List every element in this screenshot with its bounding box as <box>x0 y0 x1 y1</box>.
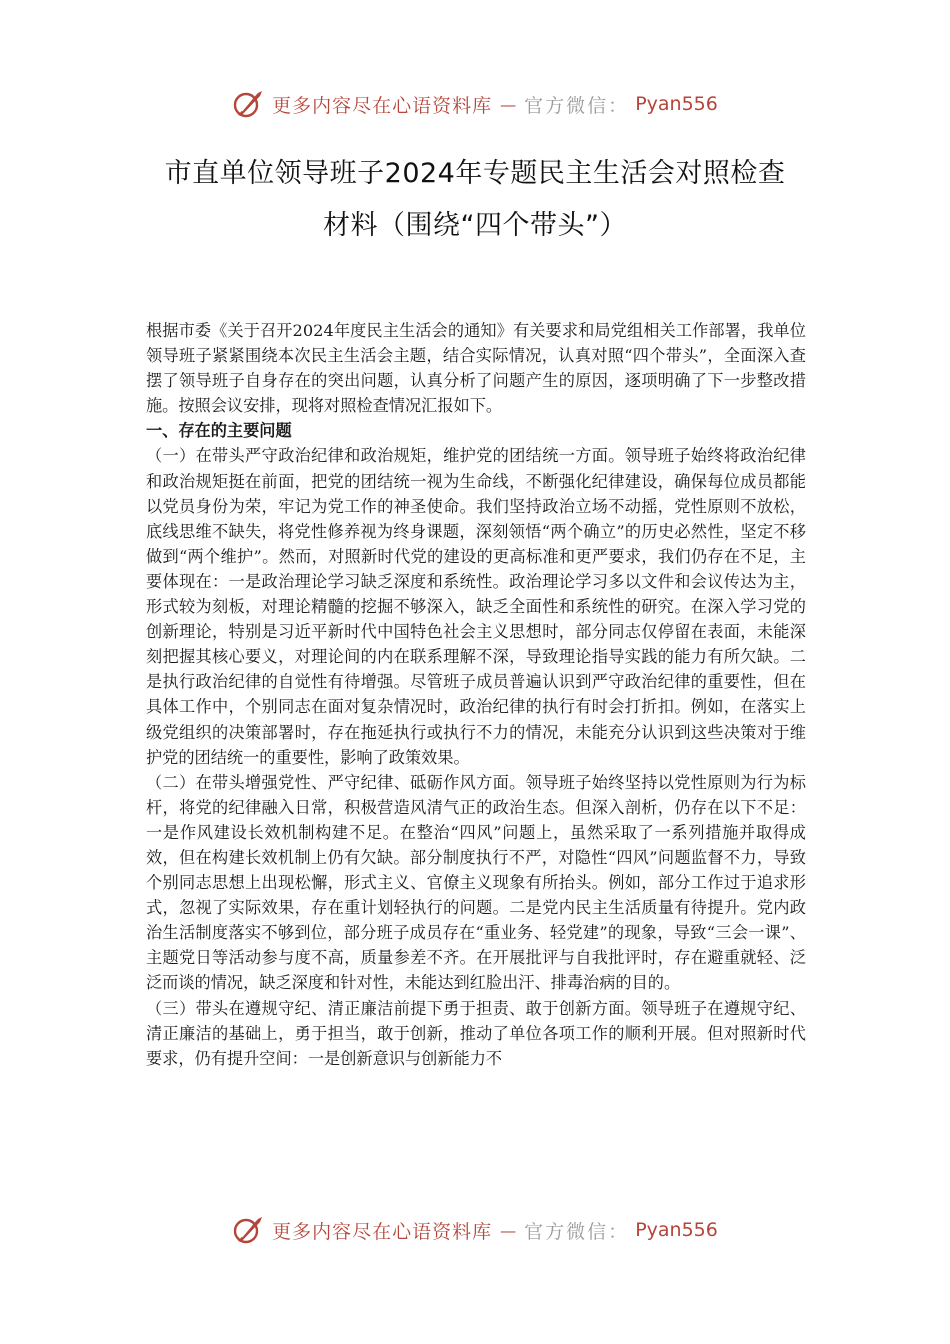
watermark-text: 更多内容尽在心语资料库 <box>272 1220 493 1243</box>
header-watermark <box>0 84 950 124</box>
paragraph-3: （三）带头在遵规守纪、清正廉洁前提下勇于担责、敢于创新方面。领导班子在遵规守纪、清正廉洁的基础上，勇于担当，敢于创新，推动了单位各项工作的顺利开展。但对照新时代要求，仍有提升空间：一是创新意识与创新能力不 <box>146 998 806 1068</box>
watermark-id: Pyan556 <box>635 1219 718 1241</box>
watermark-separator: — <box>500 94 517 114</box>
paragraph-2: （二）在带头增强党性、严守纪律、砥砺作风方面。领导班子始终坚持以党性原则为行为标杆，将党的纪律融入日常，积极营造风清气正的政治生态。但深入剖析，仍存在以下不足：一是作风建设长效机制构建不足。在整治“四风”问题上，虽然采取了一系列措施并取得成效，但在构建长效机制上仍有欠缺。部分制度执行不严，对隐性“四风”问题监督不力，导致个别同志思想上出现松懈，形式主义、官僚主义现象有所抬头。例如，部分工作过于追求形式，忽视了实际效果，存在重计划轻执行的问题。二是党内民主生活质量有待提升。党内政治生活制度落实不够到位，部分班子成员存在“重业务、轻党建”的现象，导致“三会一课”、主题党日等活动参与度不高，质量参差不齐。在开展批评与自我批评时，存在避重就轻、泛泛而谈的情况，缺乏深度和针对性，未能达到红脸出汗、排毒治病的目的。 <box>146 772 806 993</box>
quill-logo-icon <box>232 1213 266 1247</box>
watermark-label: 官方微信： <box>524 94 630 117</box>
document-title <box>100 148 850 252</box>
watermark-id: Pyan556 <box>635 93 718 115</box>
title-line-1: 市直单位领导班子2024年专题民主生活会对照检查 <box>164 158 786 189</box>
document-body <box>146 318 806 1071</box>
watermark-separator: — <box>500 1220 517 1240</box>
section-heading: 一、存在的主要问题 <box>146 421 292 441</box>
title-line-2: 材料（围绕“四个带头”） <box>323 210 627 241</box>
quill-logo-icon <box>232 87 266 121</box>
paragraph-1: （一）在带头严守政治纪律和政治规矩，维护党的团结统一方面。领导班子始终将政治纪律和政治规矩挺在前面，把党的团结统一视为生命线，不断强化纪律建设，确保每位成员都能以党员身份为荣，牢记为党工作的神圣使命。我们坚持政治立场不动摇，党性原则不放松，底线思维不缺失，将党性修养视为终身课题，深刻领悟“两个确立”的历史必然性，坚定不移做到“两个维护”。然而，对照新时代党的建设的更高标准和更严要求，我们仍存在不足，主要体现在：一是政治理论学习缺乏深度和系统性。政治理论学习多以文件和会议传达为主，形式较为刻板，对理论精髓的挖掘不够深入，缺乏全面性和系统性的研究。在深入学习党的创新理论，特别是习近平新时代中国特色社会主义思想时，部分同志仅停留在表面，未能深刻把握其核心要义，对理论间的内在联系理解不深，导致理论指导实践的能力有所欠缺。二是执行政治纪律的自觉性有待增强。尽管班子成员普遍认识到严守政治纪律的重要性，但在具体工作中，个别同志在面对复杂情况时，政治纪律的执行有时会打折扣。例如，在落实上级党组织的决策部署时，存在拖延执行或执行不力的情况，未能充分认识到这些决策对于维护党的团结统一的重要性，影响了政策效果。 <box>146 446 806 767</box>
footer-watermark <box>0 1210 950 1250</box>
intro-paragraph: 根据市委《关于召开2024年度民主生活会的通知》有关要求和局党组相关工作部署，我单位领导班子紧紧围绕本次民主生活会主题，结合实际情况，认真对照“四个带头”，全面深入查摆了领导班子自身存在的突出问题，认真分析了问题产生的原因，逐项明确了下一步整改措施。按照会议安排，现将对照检查情况汇报如下。 <box>146 321 806 416</box>
watermark-text: 更多内容尽在心语资料库 <box>272 94 493 117</box>
watermark-label: 官方微信： <box>524 1220 630 1243</box>
